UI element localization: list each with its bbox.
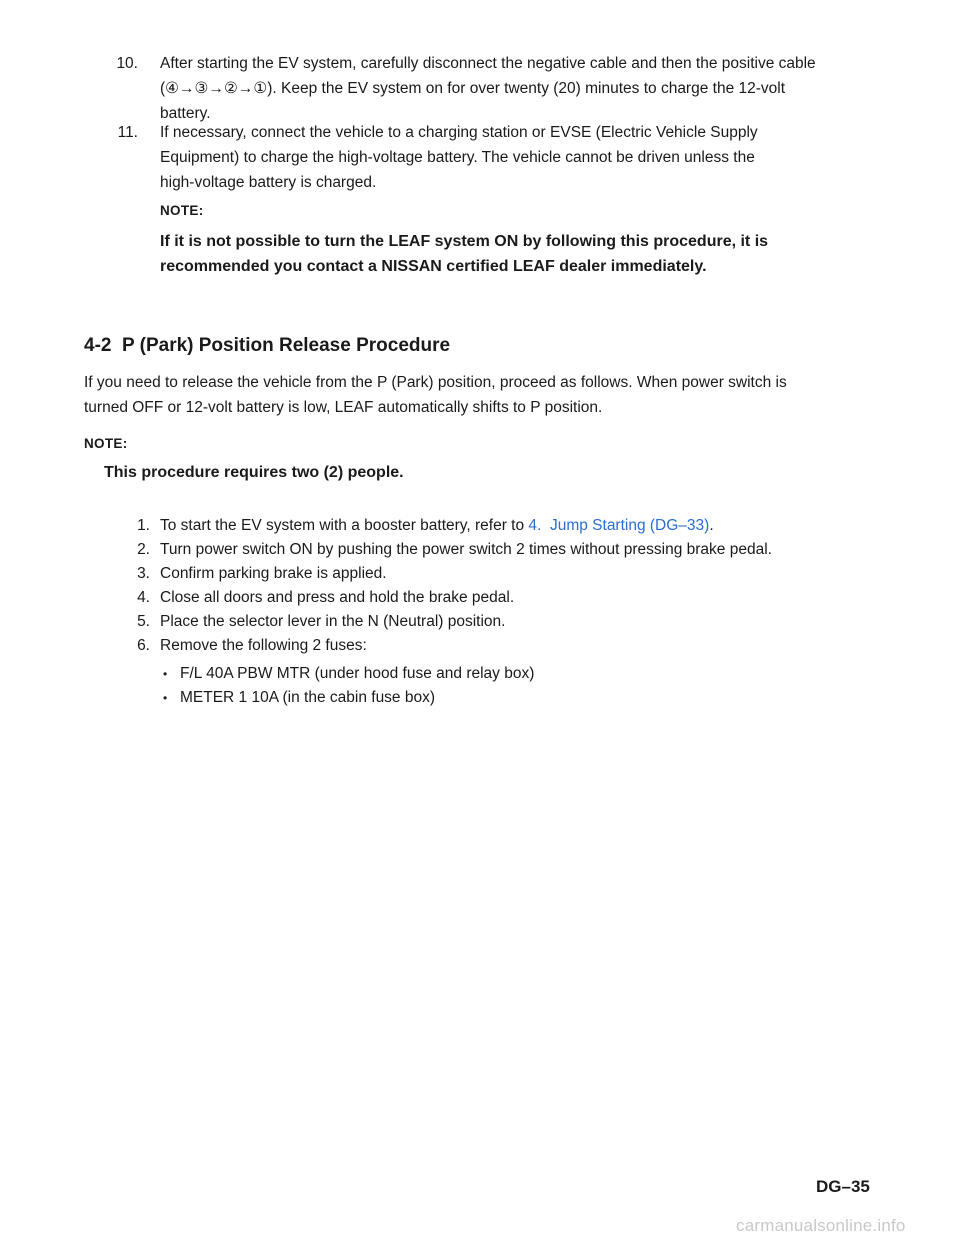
step-item xyxy=(0,589,960,613)
step-11-number: 11. xyxy=(117,124,138,141)
step-10-line-3: battery. xyxy=(160,105,211,122)
step-10-number: 10. xyxy=(116,55,138,72)
section-intro-line-2: turned OFF or 12-volt battery is low, LEAF automatically shifts to P position. xyxy=(84,399,603,416)
step-number: 6. xyxy=(137,637,150,654)
bullet-icon: • xyxy=(163,691,168,705)
step-text: Close all doors and press and hold the brake pedal. xyxy=(160,589,515,606)
fuse-text: F/L 40A PBW MTR (under hood fuse and relay box) xyxy=(180,665,535,682)
step-number: 1. xyxy=(137,517,150,534)
step-11-line-1: If necessary, connect the vehicle to a charging station or EVSE (Electric Vehicle Supply xyxy=(160,124,758,141)
page-number: DG–35 xyxy=(816,1177,870,1196)
step-text: Remove the following 2 fuses: xyxy=(160,637,367,654)
note-2-label: NOTE: xyxy=(84,436,128,451)
watermark: carmanualsonline.info xyxy=(736,1216,906,1235)
fuse-text: METER 1 10A (in the cabin fuse box) xyxy=(180,689,436,706)
step-item xyxy=(0,565,960,589)
step-text: Turn power switch ON by pushing the power switch 2 times without pressing brake pedal. xyxy=(160,541,772,558)
note-1-line-1: If it is not possible to turn the LEAF system ON by following this procedure, it is xyxy=(160,233,769,250)
jump-starting-link[interactable]: 4. Jump Starting (DG–33) xyxy=(528,517,710,534)
step-number: 3. xyxy=(137,565,150,582)
step-item xyxy=(0,517,960,541)
step-10-line-2: (④→③→②→①). Keep the EV system on for over twenty (20) minutes to charge the 12-volt xyxy=(160,80,786,97)
step-text xyxy=(160,517,714,535)
section-heading: 4-2 P (Park) Position Release Procedure xyxy=(84,335,451,356)
step-item xyxy=(0,613,960,637)
step-text-main: To start the EV system with a booster battery, refer to xyxy=(160,517,529,534)
section-intro-line-1: If you need to release the vehicle from the P (Park) position, proceed as follows. When power switch is xyxy=(84,374,787,391)
step-11-line-3: high-voltage battery is charged. xyxy=(160,174,377,191)
step-number: 5. xyxy=(137,613,150,630)
step-text-end: . xyxy=(709,517,714,534)
step-item xyxy=(0,637,960,661)
note-1-line-2: recommended you contact a NISSAN certified LEAF dealer immediately. xyxy=(160,258,707,275)
step-number: 2. xyxy=(137,541,150,558)
step-11-line-2: Equipment) to charge the high-voltage battery. The vehicle cannot be driven unless the xyxy=(160,149,755,166)
step-text: Place the selector lever in the N (Neutral) position. xyxy=(160,613,506,630)
step-10-line-1: After starting the EV system, carefully disconnect the negative cable and then the positive cable xyxy=(160,55,816,72)
list-item xyxy=(0,665,960,689)
note-1-label: NOTE: xyxy=(160,203,204,218)
bullet-icon: • xyxy=(163,667,168,681)
step-text: Confirm parking brake is applied. xyxy=(160,565,387,582)
list-item xyxy=(0,689,960,713)
step-number: 4. xyxy=(137,589,150,606)
note-2-text: This procedure requires two (2) people. xyxy=(104,464,404,481)
step-item xyxy=(0,541,960,565)
